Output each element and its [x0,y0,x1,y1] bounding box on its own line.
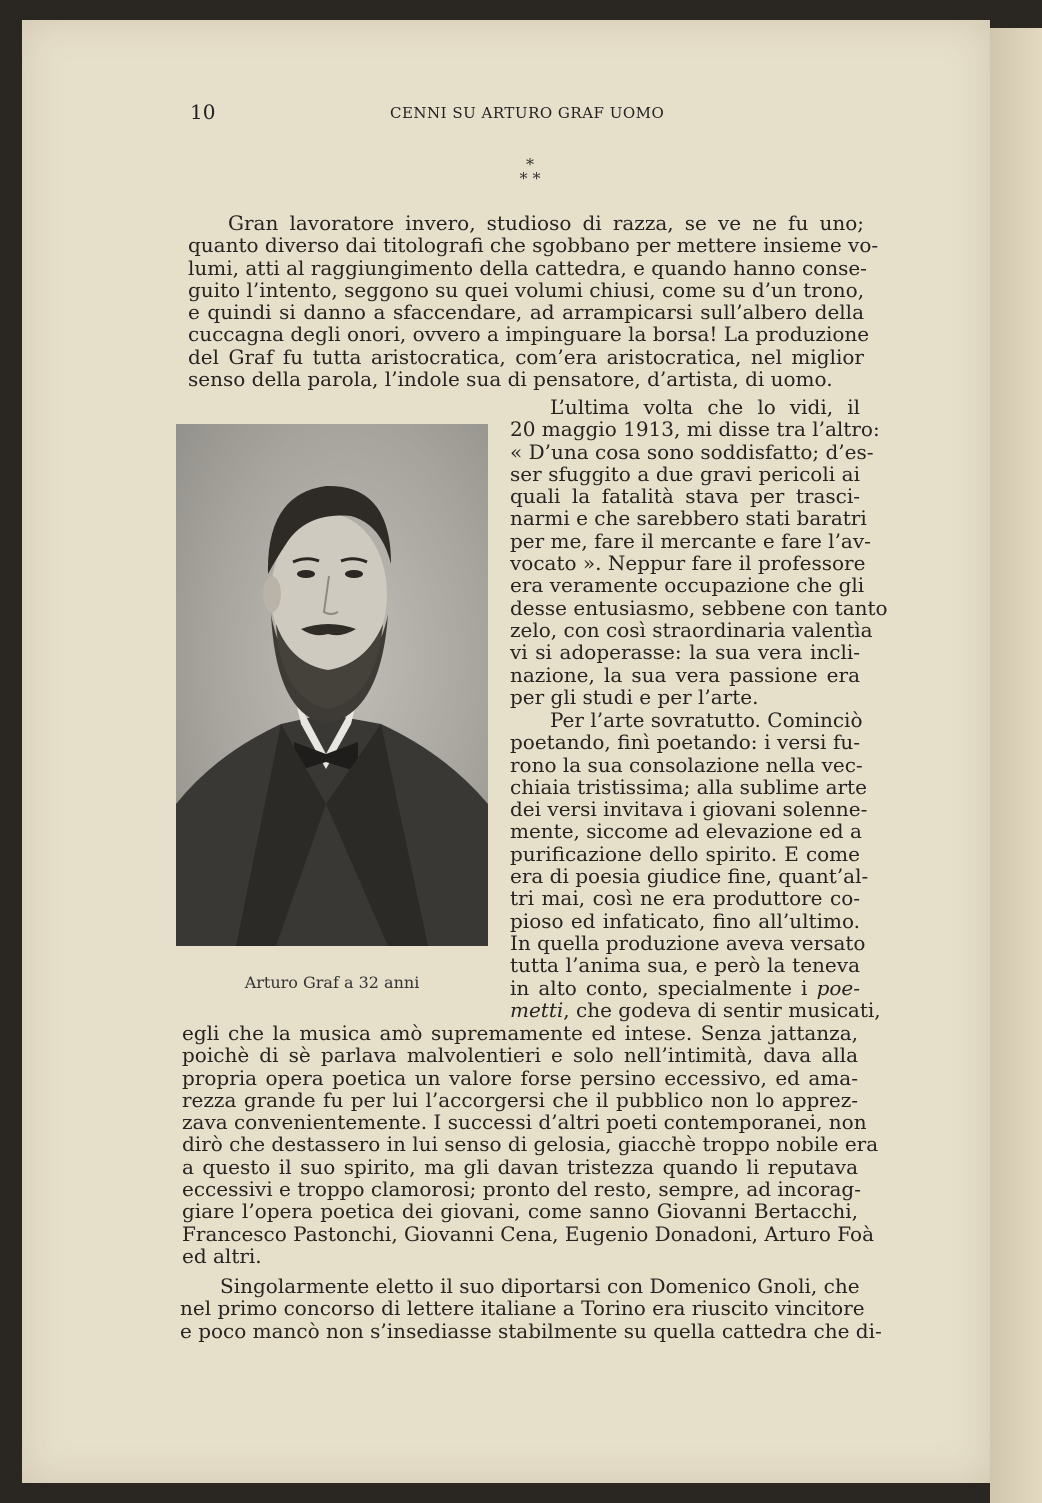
italic-word: poe- [816,975,861,1000]
text-line: dei versi invitava i giovani solenne- [510,797,868,822]
text-line: giare l’opera poetica dei giovani, come sanno Giovanni Bertacchi, [182,1199,858,1224]
paragraph-1 [188,211,879,392]
text-line: era di poesia giudice fine, quant’al- [510,864,869,889]
text-line: e poco mancò non s’insediasse stabilmente su quella cattedra che di- [180,1318,882,1343]
column-paragraph-2 [510,708,881,1022]
text-line: quanto diverso dai titolografi che sgobbano per mettere insieme vo- [188,233,879,258]
text-line: L’ultima volta che lo vidi, il [550,395,860,419]
text-line: In quella produzione aveva versato [510,930,866,955]
text-line: ser sfuggito a due gravi pericoli ai [510,461,860,486]
text-line: « D’una cosa sono soddisfatto; d’es- [510,439,874,464]
asterism-top: * [526,155,534,174]
text-line: mente, siccome ad elevazione ed a [510,819,862,844]
paragraph-3 [180,1274,882,1343]
text-line: era veramente occupazione che gli [510,573,865,598]
eye-shape [345,570,363,578]
text-line: zava convenientemente. I successi d’altri poeti contemporanei, non [182,1110,867,1135]
text-line: 20 maggio 1913, mi disse tra l’altro: [510,417,880,442]
text-line: narmi e che sarebbero stati baratri [510,506,867,531]
text-line: propria opera poetica un valore forse persino eccessivo, ed ama- [182,1065,858,1090]
paragraph-2-continuation [182,1021,879,1268]
text-line: nazione, la sua vera passione era [510,662,860,687]
asterism-bottom: * * [519,169,541,188]
running-title: CENNI SU ARTURO GRAF UOMO [390,104,665,122]
text-line: vocato ». Neppur fare il professore [510,551,866,576]
ear-shape [263,576,281,612]
text-line: senso della parola, l’indole sua di pensatore, d’artista, di uomo. [188,367,833,392]
text-line: e quindi si danno a sfaccendare, ad arrampicarsi sull’albero della [188,300,864,325]
text-line: guito l’intento, seggono su quei volumi chiusi, come su d’un trono, [188,277,865,302]
text-line: nel primo concorso di lettere italiane a Torino era riuscito vincitore [180,1296,865,1321]
text-line: purificazione dello spirito. E come [510,841,860,866]
text-line: tutta l’anima sua, e però la teneva [510,953,860,978]
text-line: ed altri. [182,1243,262,1268]
text-fragment: in alto conto, specialmente i [510,975,808,1000]
page-number: 10 [190,100,216,124]
text-line: zelo, con così straordinaria valentìa [510,617,873,642]
text-line: dirò che destassero in lui senso di gelosia, giacchè troppo nobile era [182,1132,879,1157]
text-line: lumi, atti al raggiungimento della cattedra, e quando hanno conse- [188,255,867,280]
text-line: desse entusiasmo, sebbene con tanto [510,595,888,620]
text-line: poetando, finì poetando: i versi fu- [510,730,860,755]
section-asterism [505,155,555,188]
text-line: rezza grande fu per lui l’accorgersi che il pubblico non lo apprez- [182,1087,858,1112]
text-line: cuccagna degli onori, ovvero a impinguare la borsa! La produzione [188,322,870,347]
text-line: egli che la musica amò supremamente ed intese. Senza jattanza, [182,1021,858,1045]
text-line: poichè di sè parlava malvolentieri e solo nell’intimità, dava alla [182,1043,858,1068]
text-line: Gran lavoratore invero, studioso di razza, se ve ne fu uno; [228,211,864,235]
eye-shape [297,570,315,578]
text-line: Francesco Pastonchi, Giovanni Cena, Eugenio Donadoni, Arturo Foà [182,1221,874,1246]
text-line: pioso ed infaticato, fino all’ultimo. [510,908,860,933]
text-line [510,977,860,999]
figure-caption: Arturo Graf a 32 anni [244,973,420,992]
text-line: per me, fare il mercante e fare l’av- [510,528,871,553]
text-line: tri mai, così ne era produttore co- [510,886,860,911]
facing-page-edge [990,28,1042,1503]
running-head [190,100,670,128]
text-line: vi si adoperasse: la sua vera incli- [510,640,860,665]
italic-word: metti [510,997,564,1022]
text-line: eccessivi e troppo clamorosi; pronto del resto, sempre, ad incorag- [182,1177,861,1202]
text-line: rono la sua consolazione nella vec- [510,752,863,777]
text-line: Per l’arte sovratutto. Cominciò [550,708,863,732]
text-line: del Graf fu tutta aristocratica, com’era aristocratica, nel miglior [188,344,864,369]
portrait-photo [176,424,488,946]
text-line: quali la fatalità stava per trasci- [510,484,860,509]
text-line: Singolarmente eletto il suo diportarsi con Domenico Gnoli, che [220,1274,860,1298]
text-fragment: , che godeva di sentir musicati, [563,997,881,1022]
text-line: chiaia tristissima; alla sublime arte [510,774,867,799]
text-line: a questo il suo spirito, ma gli davan tristezza quando li reputava [182,1154,858,1179]
text-line: per gli studi e per l’arte. [510,684,759,709]
text-line [510,997,881,1022]
column-paragraph-1 [510,395,888,709]
